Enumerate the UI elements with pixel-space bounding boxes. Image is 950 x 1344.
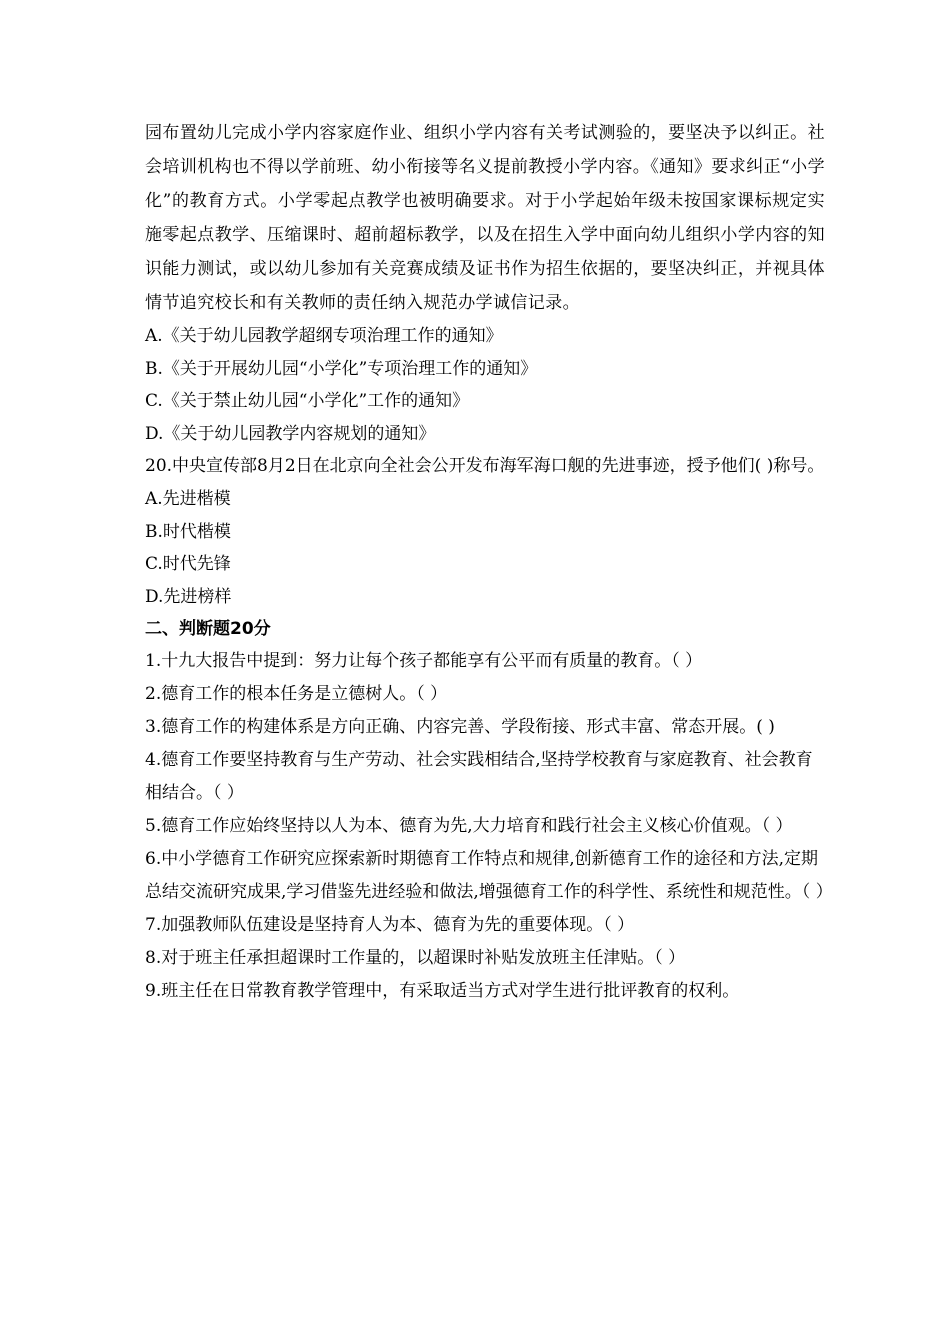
judgment-item: 8.对于班主任承担超课时工作量的，以超课时补贴发放班主任津贴。（ ）	[145, 948, 686, 968]
judgment-item: 9.班主任在日常教育教学管理中，有采取适当方式对学生进行批评教育的权利。	[145, 981, 740, 1001]
judgment-questions	[145, 645, 833, 1008]
judgment-item: 2.德育工作的根本任务是立德树人。（ ）	[145, 684, 448, 704]
section-title: 二、判断题20分	[145, 619, 271, 639]
judgment-item: 1.十九大报告中提到：努力让每个孩子都能享有公平而有质量的教育。（ ）	[145, 651, 703, 671]
judgment-item: 4.德育工作要坚持教育与生产劳动、社会实践相结合,坚持学校教育与家庭教育、社会教育相结合。（ ）	[145, 750, 813, 803]
question-20	[145, 450, 825, 613]
q19-option-b: B.《关于开展幼儿园“小学化”专项治理工作的通知》	[145, 358, 538, 379]
q19-option-a: A.《关于幼儿园教学超纲专项治理工作的通知》	[145, 326, 503, 346]
judgment-item: 3.德育工作的构建体系是方向正确、内容完善、学段衔接、形式丰富、常态开展。( )	[145, 717, 775, 737]
q19-option-d: D.《关于幼儿园教学内容规划的通知》	[145, 423, 436, 444]
q20-option-d: D.先进榜样	[145, 586, 232, 607]
q20-option-c: C.时代先锋	[145, 554, 231, 574]
q20-option-b: B.时代楷模	[145, 521, 231, 542]
judgment-item: 6.中小学德育工作研究应探索新时期德育工作特点和规律,创新德育工作的途径和方法,定期总结交流研究成果,学习借鉴先进经验和做法,增强德育工作的科学性、系统性和规范性。（ ）	[145, 849, 833, 902]
question-19-options	[145, 320, 825, 450]
q20-stem: 20.中央宣传部8月2日在北京向全社会公开发布海军海口舰的先进事迹，授予他们( )称号。	[145, 456, 825, 476]
judgment-item: 7.加强教师队伍建设是坚持育人为本、德育为先的重要体现。（ ）	[145, 915, 635, 935]
q20-option-a: A.先进楷模	[145, 489, 231, 509]
q19-option-c: C.《关于禁止幼儿园“小学化”工作的通知》	[145, 391, 470, 411]
intro-paragraph: 园布置幼儿完成小学内容家庭作业、组织小学内容有关考试测验的，要坚决予以纠正。社会培训机构也不得以学前班、幼小衔接等名义提前教授小学内容。《通知》要求纠正“小学化”的教育方式。小学零起点教学也被明确要求。对于小学起始年级未按国家课标规定实施零起点教学、压缩课时、超前超标教学，以及在招生入学中面向幼儿组织小学内容的知识能力测试，或以幼儿参加有关竞赛成绩及证书作为招生依据的，要坚决纠正，并视具体情节追究校长和有关教师的责任纳入规范办学诚信记录。	[145, 123, 825, 313]
page-content	[145, 116, 833, 1008]
judgment-item: 5.德育工作应始终坚持以人为本、德育为先,大力培育和践行社会主义核心价值观。（ ）	[145, 816, 793, 836]
